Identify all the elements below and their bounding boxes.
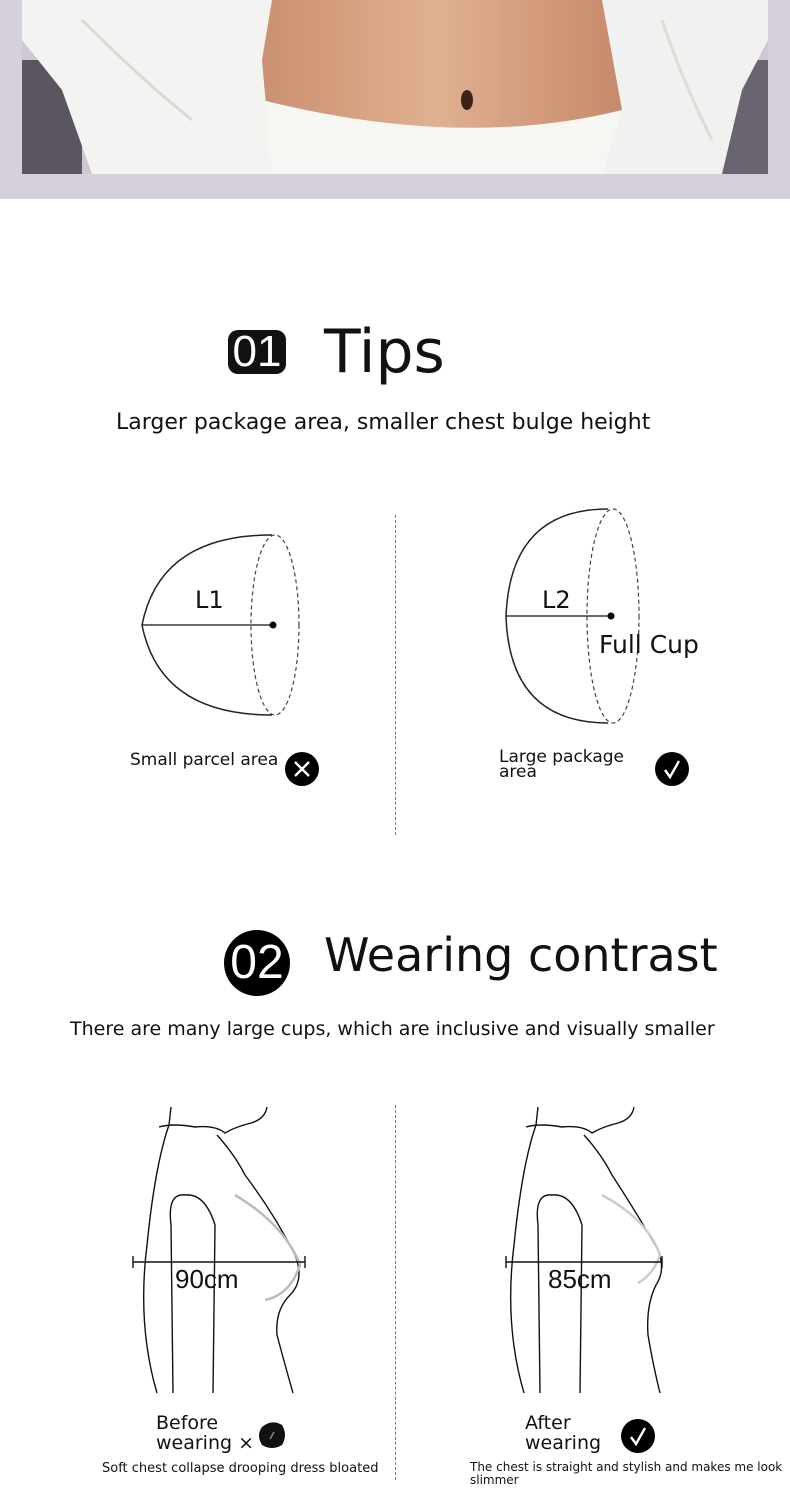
- after-caption-2: slimmer: [470, 1473, 519, 1487]
- cross-icon: [285, 752, 319, 786]
- section-number-badge-2: [224, 930, 290, 996]
- label-l1: L1: [195, 586, 224, 614]
- silhouette-after: [498, 1105, 688, 1395]
- section2-title: Wearing contrast: [324, 928, 718, 982]
- section-subtitle: Larger package area, smaller chest bulge height: [116, 410, 651, 435]
- cross-blob-icon: [256, 1419, 288, 1455]
- label-l2: L2: [542, 586, 571, 614]
- large-package-caption-2: area: [499, 762, 537, 782]
- check-icon: [655, 752, 689, 786]
- before-caption: Soft chest collapse drooping dress bloated: [102, 1461, 379, 1476]
- after-label-2: wearing: [525, 1432, 602, 1454]
- torso-photo: [22, 0, 768, 174]
- section2-divider: [395, 1105, 396, 1480]
- silhouette-before: [125, 1105, 315, 1395]
- section-number-badge: [228, 327, 286, 376]
- section-number-2: 02: [230, 936, 284, 989]
- before-label-1: Before: [156, 1412, 219, 1434]
- cup-diagram-full: [500, 505, 650, 730]
- measure-after: 85cm: [548, 1264, 612, 1294]
- section-title: Tips: [324, 317, 445, 387]
- small-parcel-caption: Small parcel area: [130, 750, 279, 770]
- section2-subtitle: There are many large cups, which are inclusive and visually smaller: [70, 1018, 715, 1040]
- section-number: 01: [232, 327, 282, 376]
- after-label-1: After: [525, 1412, 571, 1434]
- section1-divider: [395, 515, 396, 835]
- large-package-caption-1: Large package: [499, 747, 625, 767]
- cup-diagram-small: [130, 525, 320, 725]
- full-cup-tag: Full Cup: [599, 630, 699, 659]
- before-label-2: wearing ×: [156, 1432, 255, 1454]
- measure-before: 90cm: [175, 1264, 239, 1294]
- after-caption-1: The chest is straight and stylish and makes me look: [470, 1460, 783, 1474]
- check-icon-2: [621, 1419, 655, 1453]
